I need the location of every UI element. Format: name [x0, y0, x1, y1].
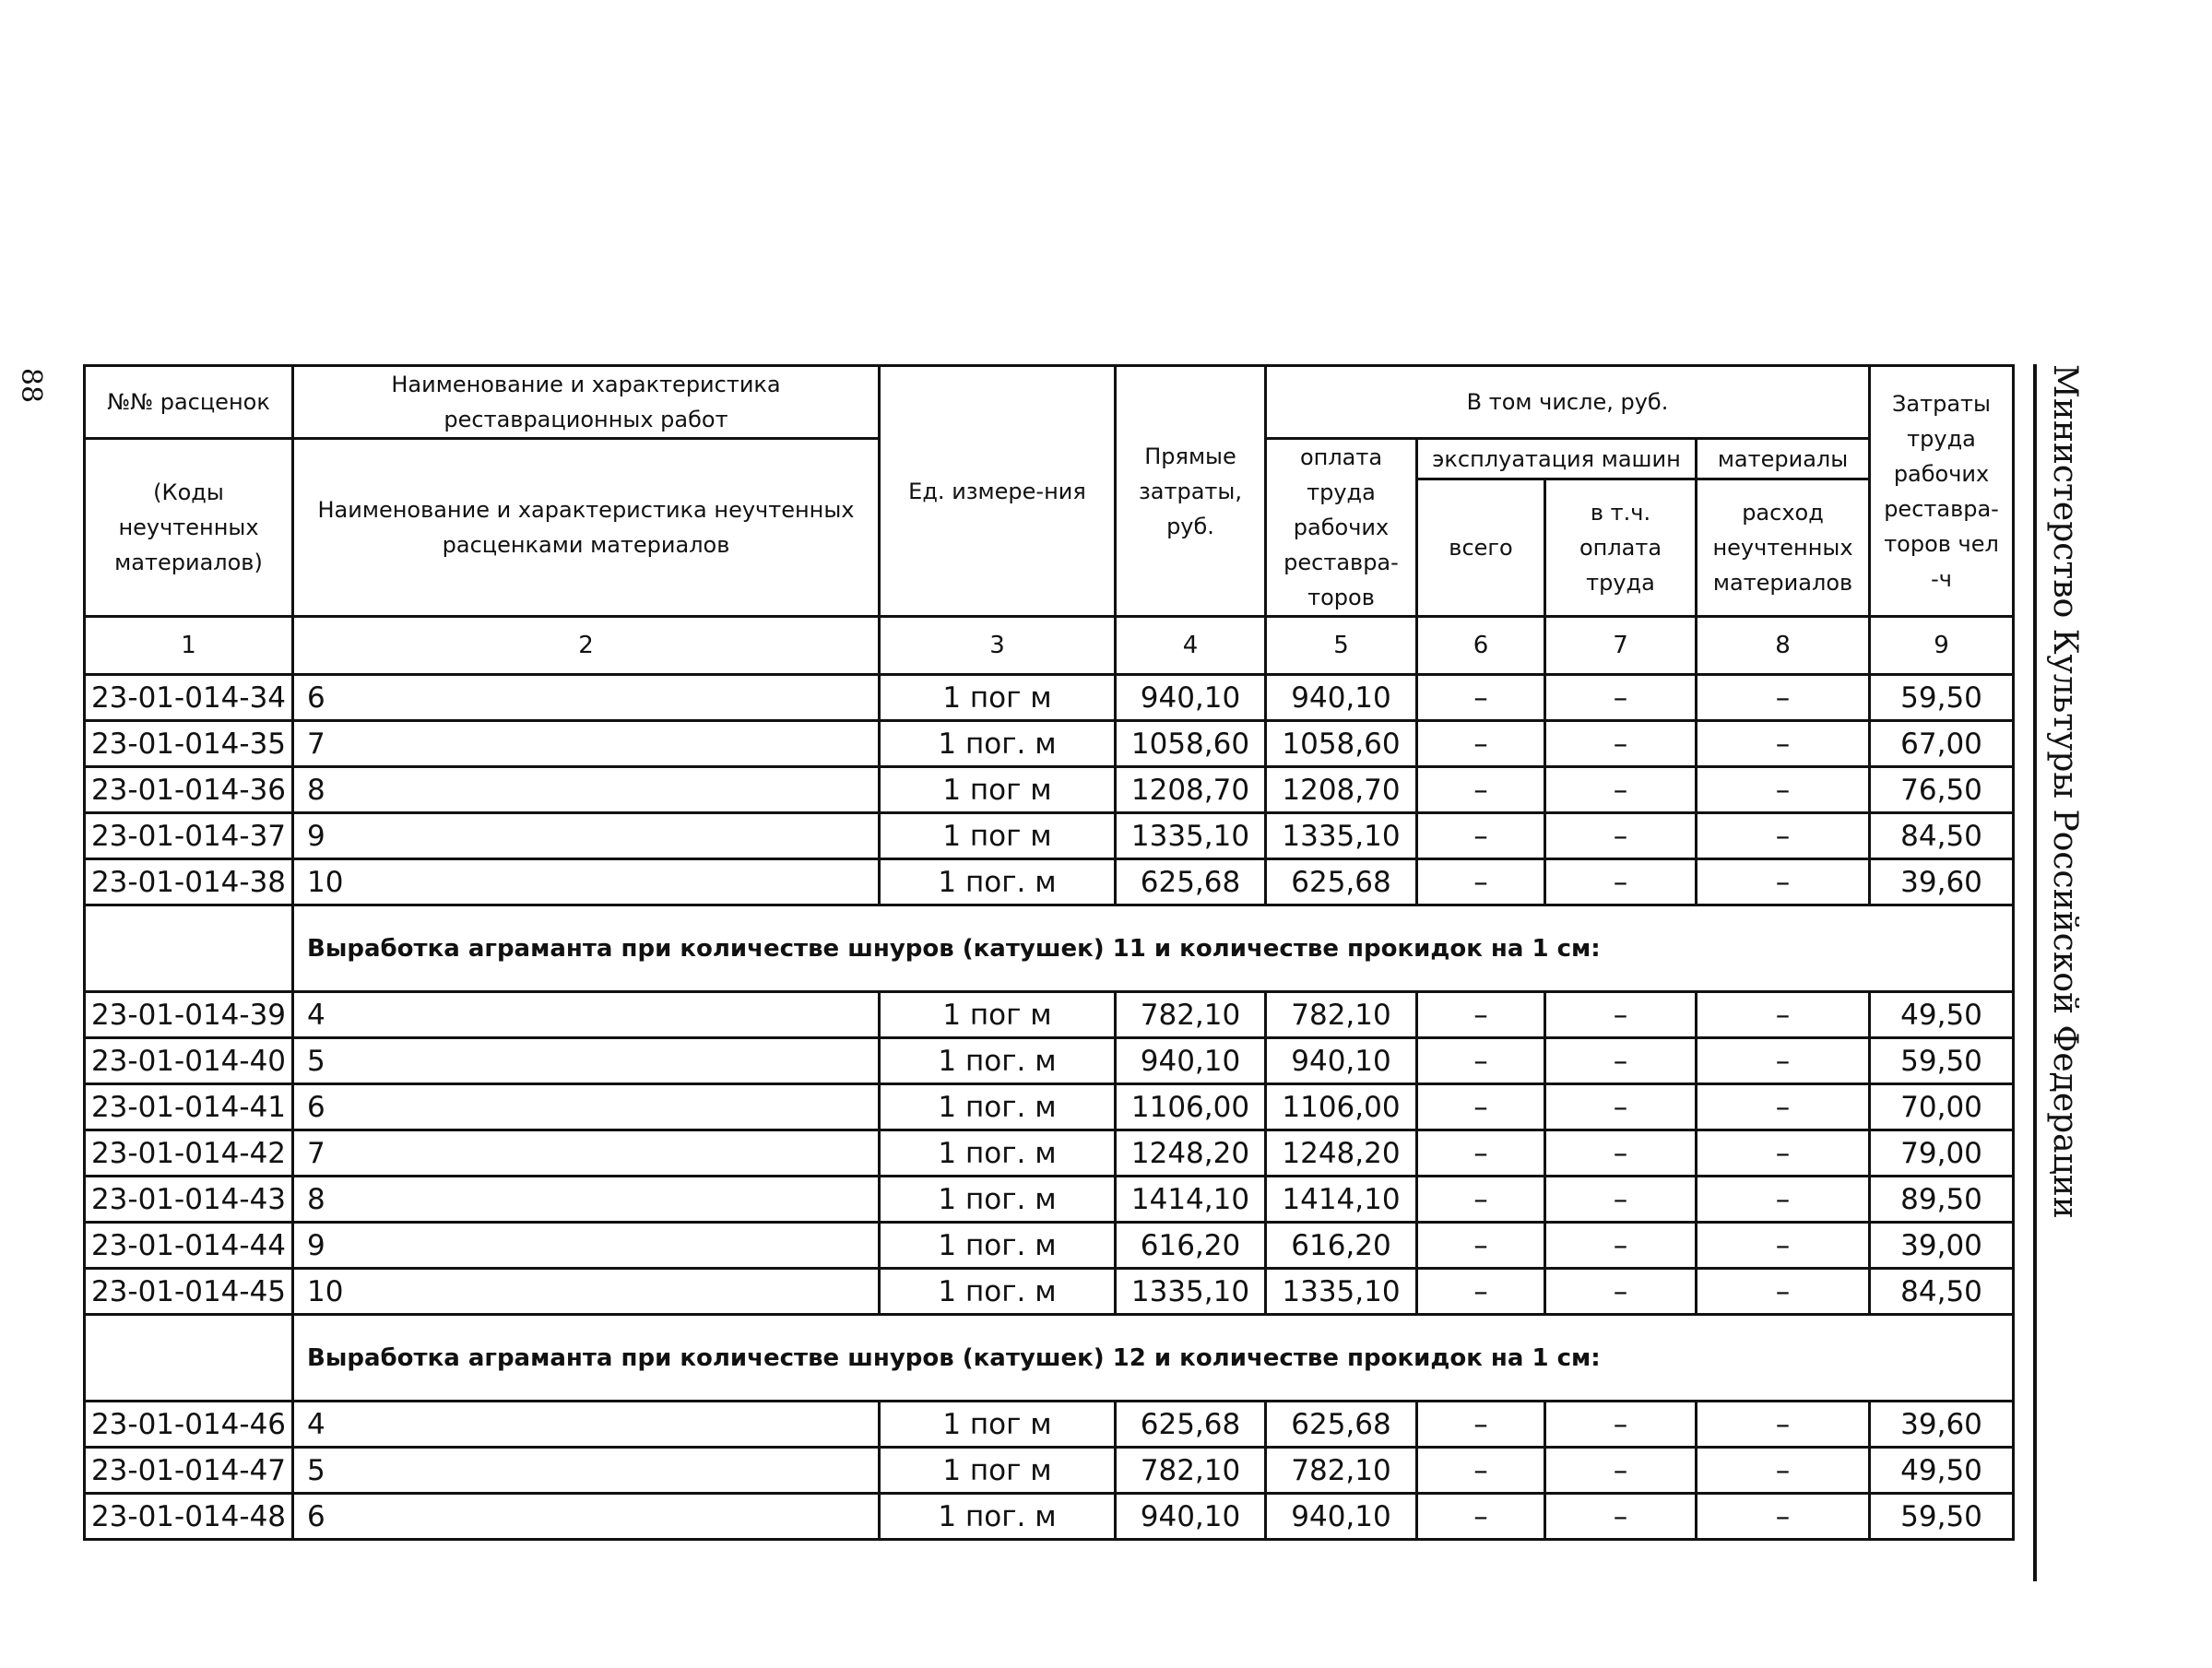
unit-cell: 1 пог м [880, 1402, 1116, 1448]
labor-hours-cell: 67,00 [1870, 721, 2014, 767]
table-row [85, 1448, 2014, 1494]
unit-cell: 1 пог. м [880, 1084, 1116, 1130]
item-name-cell: 5 [293, 1448, 880, 1494]
column-number: 4 [1116, 617, 1266, 675]
item-name-cell: 9 [293, 1223, 880, 1269]
machines-total-cell: – [1417, 859, 1545, 905]
materials-cell: – [1697, 1177, 1870, 1223]
labor-hours-cell: 70,00 [1870, 1084, 2014, 1130]
header-materials: материалы [1697, 439, 1870, 479]
item-name-cell: 4 [293, 992, 880, 1038]
header-name: Наименование и характеристика реставрационных работ [293, 366, 880, 439]
labor-pay-cell: 1248,20 [1266, 1130, 1417, 1177]
direct-costs-cell: 1058,60 [1116, 721, 1266, 767]
direct-costs-cell: 782,10 [1116, 1448, 1266, 1494]
header-machines-total: всего [1417, 479, 1545, 617]
page-number: 88 [15, 367, 48, 404]
unit-cell: 1 пог м [880, 1448, 1116, 1494]
unit-cell: 1 пог. м [880, 1177, 1116, 1223]
machines-total-cell: – [1417, 1130, 1545, 1177]
machines-labor-cell: – [1545, 1038, 1697, 1084]
header-unit: Ед. измере-ния [880, 366, 1116, 617]
materials-cell: – [1697, 813, 1870, 859]
table-row [85, 1402, 2014, 1448]
materials-cell: – [1697, 721, 1870, 767]
direct-costs-cell: 1335,10 [1116, 813, 1266, 859]
materials-cell: – [1697, 859, 1870, 905]
rate-code-cell: 23-01-014-46 [85, 1402, 293, 1448]
materials-cell: – [1697, 767, 1870, 813]
table-row [85, 813, 2014, 859]
unit-cell: 1 пог. м [880, 859, 1116, 905]
header-labor-pay: оплата труда рабочих реставра-торов [1266, 439, 1417, 617]
section-empty-cell [85, 905, 293, 992]
machines-total-cell: – [1417, 1038, 1545, 1084]
section-title: Выработка аграманта при количестве шнуров (катушек) 12 и количестве прокидок на 1 см: [293, 1315, 2014, 1402]
labor-hours-cell: 59,50 [1870, 675, 2014, 721]
direct-costs-cell: 1248,20 [1116, 1130, 1266, 1177]
rate-code-cell: 23-01-014-34 [85, 675, 293, 721]
column-number: 6 [1417, 617, 1545, 675]
item-name-cell: 6 [293, 1494, 880, 1540]
item-name-cell: 5 [293, 1038, 880, 1084]
direct-costs-cell: 1106,00 [1116, 1084, 1266, 1130]
unit-cell: 1 пог. м [880, 1130, 1116, 1177]
item-name-cell: 10 [293, 1269, 880, 1315]
table-row [85, 675, 2014, 721]
materials-cell: – [1697, 1448, 1870, 1494]
machines-total-cell: – [1417, 1494, 1545, 1540]
direct-costs-cell: 1414,10 [1116, 1177, 1266, 1223]
rates-table [83, 364, 2015, 1541]
ministry-title-text: Министерство Культуры Российской Федерации [2046, 364, 2084, 1219]
machines-labor-cell: – [1545, 859, 1697, 905]
labor-hours-cell: 76,50 [1870, 767, 2014, 813]
labor-hours-cell: 39,60 [1870, 859, 2014, 905]
labor-hours-cell: 89,50 [1870, 1177, 2014, 1223]
labor-pay-cell: 1414,10 [1266, 1177, 1417, 1223]
header-labor-hours: Затраты труда рабочих реставра-торов чел -ч [1870, 366, 2014, 617]
column-number: 8 [1697, 617, 1870, 675]
rate-code-cell: 23-01-014-38 [85, 859, 293, 905]
header-including: В том числе, руб. [1266, 366, 1870, 439]
labor-pay-cell: 1208,70 [1266, 767, 1417, 813]
ministry-title [2033, 364, 2083, 1581]
machines-total-cell: – [1417, 1448, 1545, 1494]
column-number: 7 [1545, 617, 1697, 675]
machines-labor-cell: – [1545, 675, 1697, 721]
machines-total-cell: – [1417, 1223, 1545, 1269]
table-body [85, 617, 2014, 1540]
table-row [85, 1084, 2014, 1130]
rate-code-cell: 23-01-014-36 [85, 767, 293, 813]
direct-costs-cell: 1208,70 [1116, 767, 1266, 813]
rate-code-cell: 23-01-014-48 [85, 1494, 293, 1540]
column-number-row [85, 617, 2014, 675]
unit-cell: 1 пог м [880, 767, 1116, 813]
item-name-cell: 7 [293, 1130, 880, 1177]
section-title: Выработка аграманта при количестве шнуров (катушек) 11 и количестве прокидок на 1 см: [293, 905, 2014, 992]
labor-pay-cell: 625,68 [1266, 1402, 1417, 1448]
header-code-sub: (Коды неучтенных материалов) [85, 439, 293, 617]
labor-hours-cell: 79,00 [1870, 1130, 2014, 1177]
item-name-cell: 10 [293, 859, 880, 905]
item-name-cell: 6 [293, 675, 880, 721]
item-name-cell: 8 [293, 767, 880, 813]
item-name-cell: 6 [293, 1084, 880, 1130]
item-name-cell: 4 [293, 1402, 880, 1448]
direct-costs-cell: 625,68 [1116, 859, 1266, 905]
labor-pay-cell: 940,10 [1266, 1494, 1417, 1540]
machines-total-cell: – [1417, 992, 1545, 1038]
unit-cell: 1 пог м [880, 813, 1116, 859]
table-row [85, 859, 2014, 905]
rate-code-cell: 23-01-014-43 [85, 1177, 293, 1223]
labor-hours-cell: 49,50 [1870, 992, 2014, 1038]
materials-cell: – [1697, 1038, 1870, 1084]
rate-code-cell: 23-01-014-39 [85, 992, 293, 1038]
section-empty-cell [85, 1315, 293, 1402]
machines-labor-cell: – [1545, 1084, 1697, 1130]
table-row [85, 1494, 2014, 1540]
item-name-cell: 7 [293, 721, 880, 767]
machines-total-cell: – [1417, 1084, 1545, 1130]
machines-labor-cell: – [1545, 721, 1697, 767]
unit-cell: 1 пог. м [880, 1269, 1116, 1315]
labor-pay-cell: 1335,10 [1266, 1269, 1417, 1315]
rate-code-cell: 23-01-014-42 [85, 1130, 293, 1177]
direct-costs-cell: 782,10 [1116, 992, 1266, 1038]
table-row [85, 1130, 2014, 1177]
machines-total-cell: – [1417, 1177, 1545, 1223]
labor-hours-cell: 39,60 [1870, 1402, 2014, 1448]
machines-total-cell: – [1417, 1402, 1545, 1448]
machines-labor-cell: – [1545, 1448, 1697, 1494]
rate-code-cell: 23-01-014-40 [85, 1038, 293, 1084]
labor-hours-cell: 84,50 [1870, 813, 2014, 859]
labor-pay-cell: 782,10 [1266, 992, 1417, 1038]
column-number: 1 [85, 617, 293, 675]
rate-code-cell: 23-01-014-44 [85, 1223, 293, 1269]
machines-total-cell: – [1417, 813, 1545, 859]
materials-cell: – [1697, 675, 1870, 721]
column-number: 9 [1870, 617, 2014, 675]
table-row [85, 1223, 2014, 1269]
table-row [85, 1038, 2014, 1084]
labor-pay-cell: 625,68 [1266, 859, 1417, 905]
materials-cell: – [1697, 1223, 1870, 1269]
header-direct-costs: Прямые затраты, руб. [1116, 366, 1266, 617]
direct-costs-cell: 940,10 [1116, 1038, 1266, 1084]
labor-pay-cell: 940,10 [1266, 675, 1417, 721]
machines-labor-cell: – [1545, 1402, 1697, 1448]
machines-labor-cell: – [1545, 1269, 1697, 1315]
machines-labor-cell: – [1545, 1130, 1697, 1177]
table-row [85, 992, 2014, 1038]
labor-pay-cell: 940,10 [1266, 1038, 1417, 1084]
direct-costs-cell: 625,68 [1116, 1402, 1266, 1448]
rate-code-cell: 23-01-014-45 [85, 1269, 293, 1315]
labor-hours-cell: 84,50 [1870, 1269, 2014, 1315]
labor-hours-cell: 39,00 [1870, 1223, 2014, 1269]
unit-cell: 1 пог. м [880, 1223, 1116, 1269]
labor-pay-cell: 1058,60 [1266, 721, 1417, 767]
labor-hours-cell: 49,50 [1870, 1448, 2014, 1494]
machines-labor-cell: – [1545, 767, 1697, 813]
machines-labor-cell: – [1545, 992, 1697, 1038]
materials-cell: – [1697, 1084, 1870, 1130]
machines-labor-cell: – [1545, 1177, 1697, 1223]
labor-hours-cell: 59,50 [1870, 1494, 2014, 1540]
item-name-cell: 9 [293, 813, 880, 859]
column-number: 3 [880, 617, 1116, 675]
direct-costs-cell: 940,10 [1116, 675, 1266, 721]
labor-pay-cell: 616,20 [1266, 1223, 1417, 1269]
header-machines: эксплуатация машин [1417, 439, 1697, 479]
machines-total-cell: – [1417, 1269, 1545, 1315]
rate-code-cell: 23-01-014-37 [85, 813, 293, 859]
column-number: 2 [293, 617, 880, 675]
direct-costs-cell: 940,10 [1116, 1494, 1266, 1540]
table-row [85, 721, 2014, 767]
section-row [85, 905, 2014, 992]
materials-cell: – [1697, 1402, 1870, 1448]
unit-cell: 1 пог. м [880, 1494, 1116, 1540]
table-row [85, 767, 2014, 813]
unit-cell: 1 пог. м [880, 1038, 1116, 1084]
machines-total-cell: – [1417, 675, 1545, 721]
rate-code-cell: 23-01-014-47 [85, 1448, 293, 1494]
table-row [85, 1269, 2014, 1315]
unit-cell: 1 пог м [880, 675, 1116, 721]
machines-total-cell: – [1417, 721, 1545, 767]
item-name-cell: 8 [293, 1177, 880, 1223]
unit-cell: 1 пог м [880, 992, 1116, 1038]
labor-pay-cell: 782,10 [1266, 1448, 1417, 1494]
column-number: 5 [1266, 617, 1417, 675]
table-row [85, 1177, 2014, 1223]
direct-costs-cell: 1335,10 [1116, 1269, 1266, 1315]
table-header [85, 366, 2014, 617]
machines-labor-cell: – [1545, 813, 1697, 859]
materials-cell: – [1697, 1130, 1870, 1177]
materials-cell: – [1697, 1269, 1870, 1315]
rate-code-cell: 23-01-014-41 [85, 1084, 293, 1130]
materials-cell: – [1697, 1494, 1870, 1540]
rate-code-cell: 23-01-014-35 [85, 721, 293, 767]
labor-hours-cell: 59,50 [1870, 1038, 2014, 1084]
header-materials-sub: расход неучтенных материалов [1697, 479, 1870, 617]
header-code: №№ расценок [85, 366, 293, 439]
unit-cell: 1 пог. м [880, 721, 1116, 767]
machines-labor-cell: – [1545, 1494, 1697, 1540]
machines-total-cell: – [1417, 767, 1545, 813]
labor-pay-cell: 1335,10 [1266, 813, 1417, 859]
labor-pay-cell: 1106,00 [1266, 1084, 1417, 1130]
direct-costs-cell: 616,20 [1116, 1223, 1266, 1269]
header-machines-labor: в т.ч. оплата труда [1545, 479, 1697, 617]
section-row [85, 1315, 2014, 1402]
machines-labor-cell: – [1545, 1223, 1697, 1269]
header-name-sub: Наименование и характеристика неучтенных расценками материалов [293, 439, 880, 617]
materials-cell: – [1697, 992, 1870, 1038]
